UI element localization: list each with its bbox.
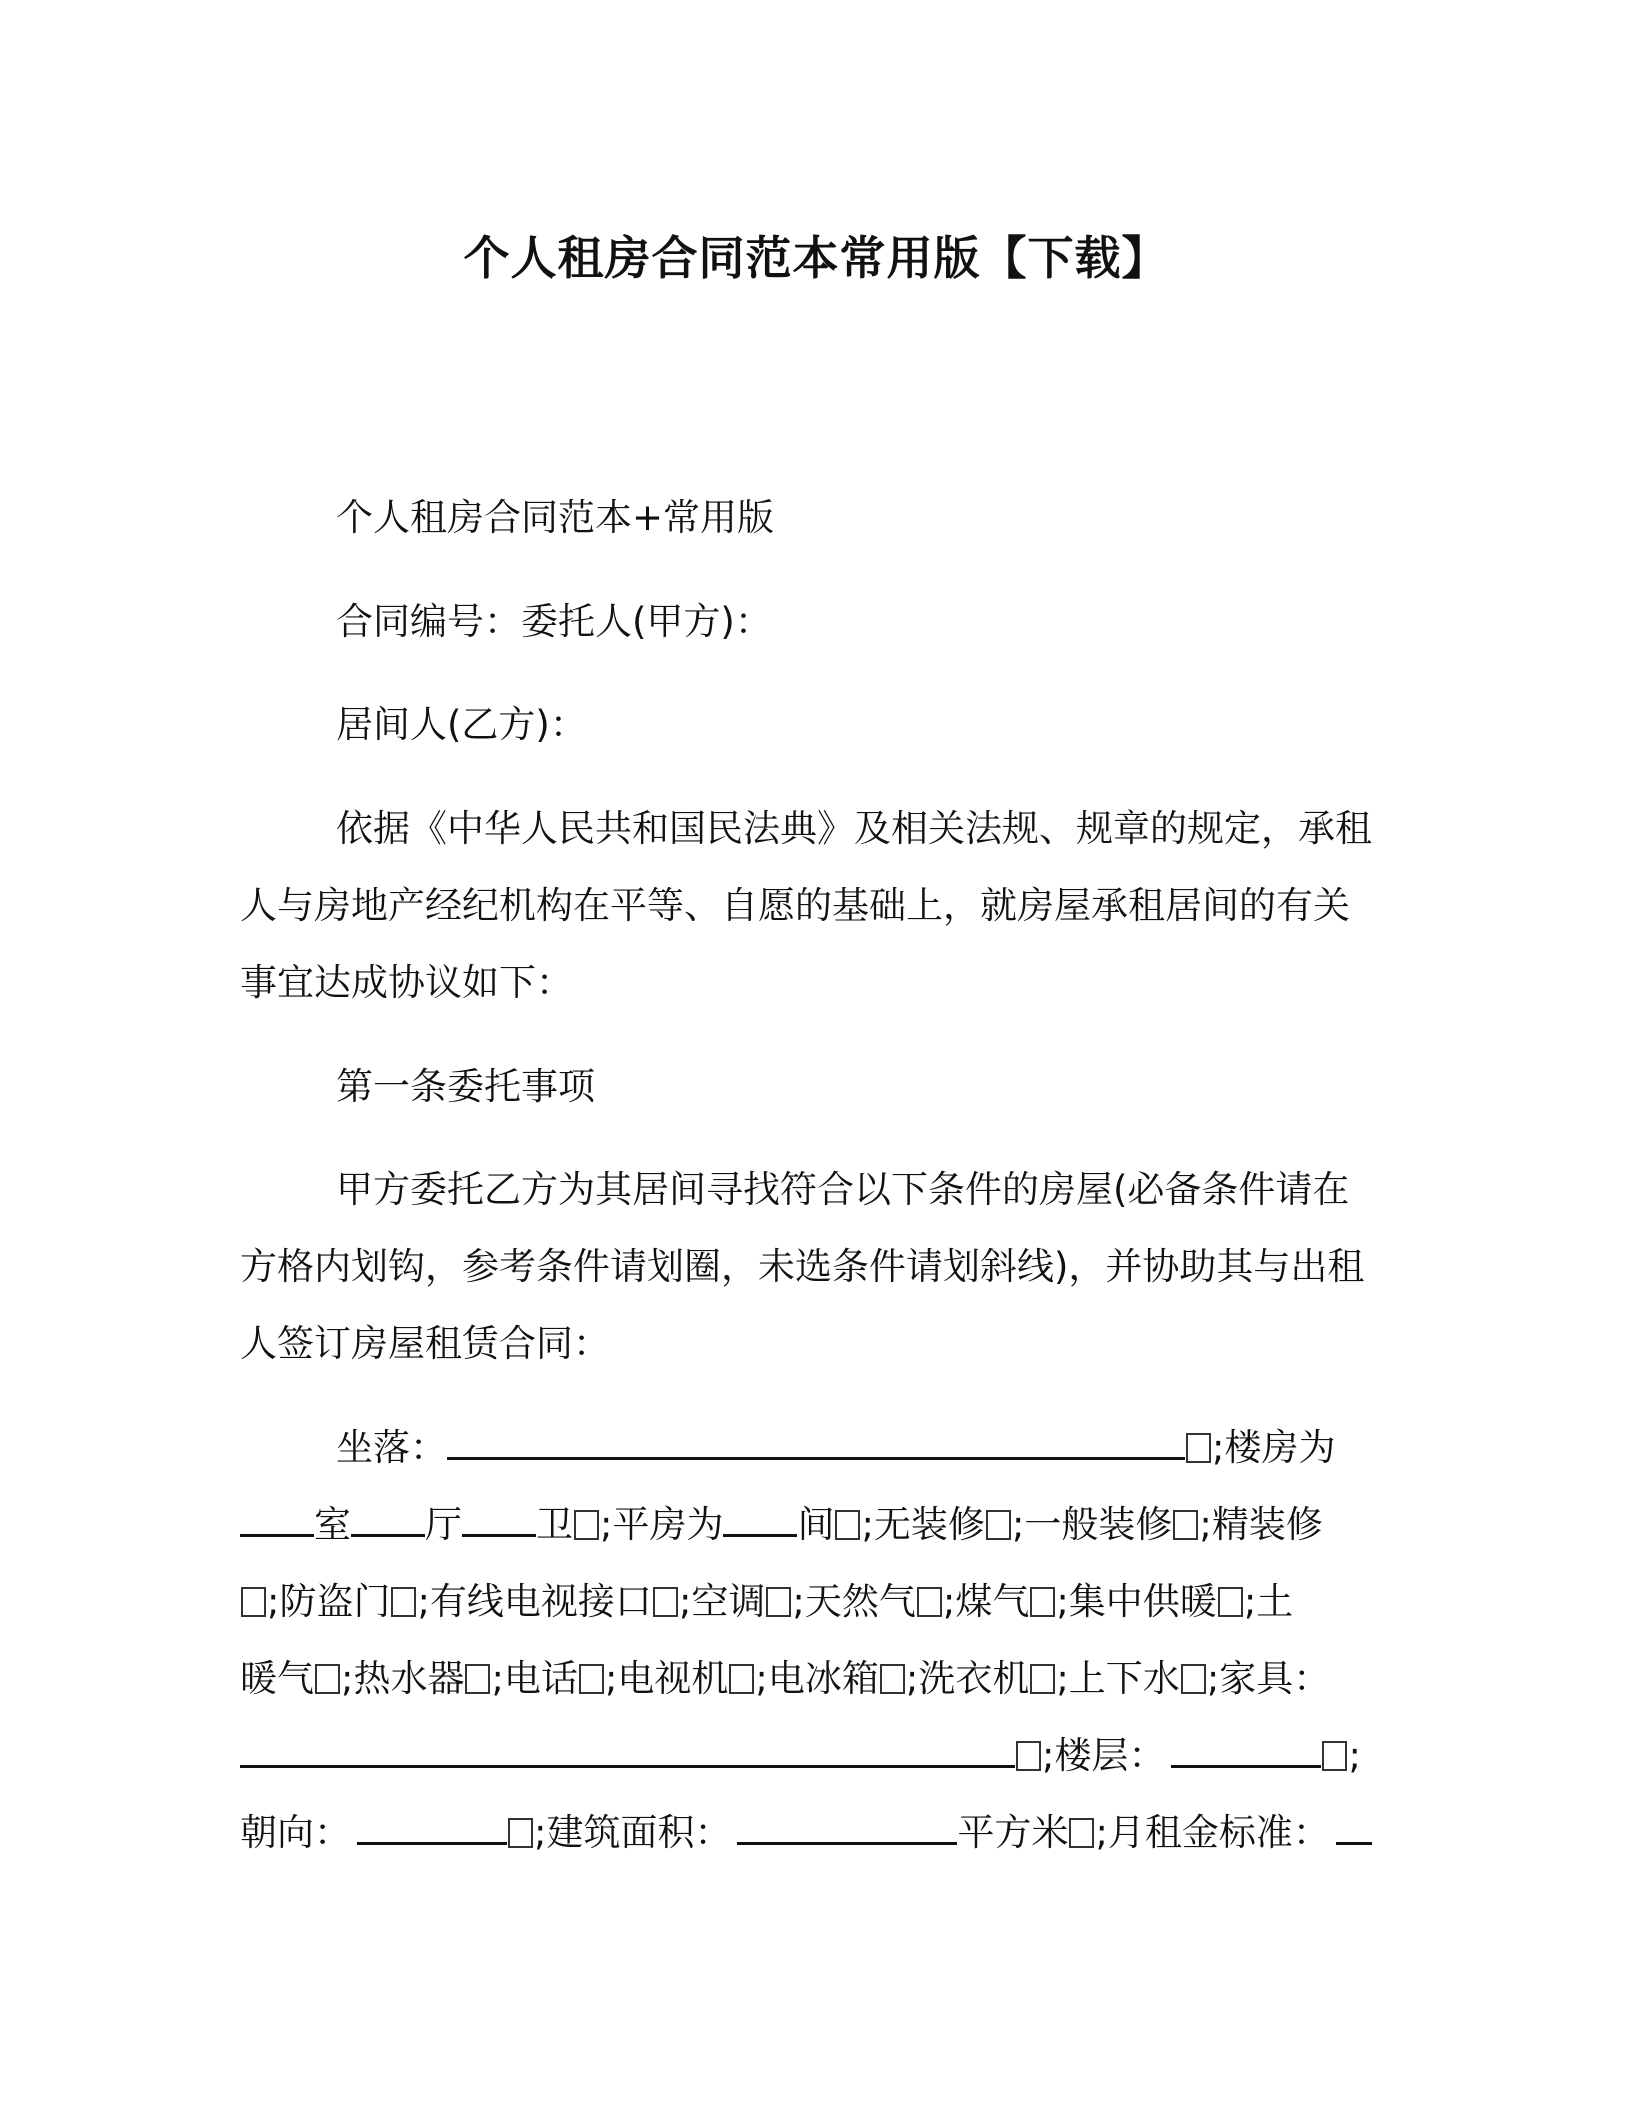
washing-machine-label: ;洗衣机	[905, 1657, 1030, 1700]
floor-separator: ;	[1348, 1734, 1361, 1777]
monthly-rent-label: ;月租金标准：	[1095, 1811, 1330, 1854]
telephone-checkbox[interactable]	[579, 1664, 604, 1694]
form-line-furniture-floor	[240, 1731, 1361, 1781]
cable-tv-label: ;有线电视接口	[417, 1580, 652, 1623]
form-line-layout	[240, 1500, 1323, 1550]
security-door-checkbox[interactable]	[391, 1587, 416, 1617]
location-label: 坐落：	[336, 1426, 447, 1469]
subtitle: 个人租房合同范本+常用版	[336, 496, 775, 539]
article-1-line-1: 甲方委托乙方为其居间寻找符合以下条件的房屋(必备条件请在	[336, 1168, 1350, 1211]
air-conditioner-label: ;空调	[678, 1580, 766, 1623]
party-b-line: 居间人(乙方)：	[336, 703, 587, 746]
orientation-blank[interactable]	[357, 1808, 507, 1845]
furniture-checkbox[interactable]	[1016, 1741, 1041, 1771]
preamble-line-3: 事宜达成协议如下：	[240, 961, 573, 1004]
article-1-line-3: 人签订房屋租赁合同：	[240, 1322, 610, 1365]
article-1-heading: 第一条委托事项	[336, 1065, 595, 1108]
no-decoration-checkbox[interactable]	[986, 1510, 1011, 1540]
bungalow-checkbox[interactable]	[835, 1510, 860, 1540]
form-line-location	[336, 1423, 1335, 1473]
security-door-label: ;防盗门	[267, 1580, 391, 1623]
bungalow-rooms-blank[interactable]	[723, 1500, 797, 1537]
floor-checkbox[interactable]	[1322, 1741, 1347, 1771]
water-heater-checkbox[interactable]	[465, 1664, 490, 1694]
baths-blank[interactable]	[462, 1500, 536, 1537]
hall-unit: 厅	[425, 1503, 462, 1546]
bungalow-unit: 间	[797, 1503, 835, 1546]
water-heater-label: ;热水器	[341, 1657, 465, 1700]
floor-label: ;楼层：	[1042, 1734, 1166, 1777]
bath-unit: 卫	[536, 1503, 573, 1546]
local-heating-label-end: 暖气	[240, 1657, 314, 1700]
television-label: ;电视机	[604, 1657, 729, 1700]
central-heating-checkbox[interactable]	[1218, 1587, 1243, 1617]
orientation-checkbox[interactable]	[508, 1818, 533, 1848]
floor-area-checkbox[interactable]	[1069, 1818, 1094, 1848]
form-line-amenities-2	[240, 1654, 1330, 1704]
fine-decoration-checkbox[interactable]	[241, 1587, 266, 1617]
coal-gas-label: ;煤气	[942, 1580, 1030, 1623]
rooms-blank[interactable]	[240, 1500, 314, 1537]
no-decoration-label: ;无装修	[861, 1503, 985, 1546]
location-checkbox[interactable]	[1186, 1433, 1211, 1463]
furniture-label: ;家具：	[1206, 1657, 1331, 1700]
washing-machine-checkbox[interactable]	[1030, 1664, 1055, 1694]
coal-gas-checkbox[interactable]	[1030, 1587, 1055, 1617]
room-unit: 室	[314, 1503, 351, 1546]
contract-number-line: 合同编号：委托人(甲方)：	[336, 600, 772, 643]
furniture-blank[interactable]	[240, 1731, 1015, 1768]
square-meter-unit: 平方米	[957, 1811, 1069, 1854]
plumbing-checkbox[interactable]	[1181, 1664, 1206, 1694]
television-checkbox[interactable]	[729, 1664, 754, 1694]
floor-blank[interactable]	[1171, 1731, 1321, 1768]
cable-tv-checkbox[interactable]	[653, 1587, 678, 1617]
telephone-label: ;电话	[491, 1657, 578, 1700]
refrigerator-checkbox[interactable]	[880, 1664, 905, 1694]
document-title: 个人租房合同范本常用版【下载】	[463, 231, 1169, 285]
orientation-label: 朝向：	[240, 1811, 351, 1854]
preamble-line-2: 人与房地产经纪机构在平等、自愿的基础上，就房屋承租居间的有关	[240, 884, 1350, 927]
fine-decoration-label: ;精装修	[1199, 1503, 1323, 1546]
basic-decoration-label: ;一般装修	[1011, 1503, 1173, 1546]
form-line-amenities-1	[240, 1577, 1293, 1627]
natural-gas-checkbox[interactable]	[917, 1587, 942, 1617]
location-blank[interactable]	[447, 1423, 1185, 1460]
halls-blank[interactable]	[351, 1500, 425, 1537]
local-heating-label-start: ;土	[1243, 1580, 1294, 1623]
local-heating-checkbox[interactable]	[315, 1664, 340, 1694]
central-heating-label: ;集中供暖	[1056, 1580, 1217, 1623]
plumbing-label: ;上下水	[1056, 1657, 1180, 1700]
preamble-line-1: 依据《中华人民共和国民法典》及相关法规、规章的规定，承租	[336, 807, 1372, 850]
monthly-rent-blank[interactable]	[1336, 1808, 1372, 1845]
floor-area-blank[interactable]	[737, 1808, 957, 1845]
air-conditioner-checkbox[interactable]	[766, 1587, 791, 1617]
refrigerator-label: ;电冰箱	[755, 1657, 879, 1700]
building-type-label: ;楼房为	[1212, 1426, 1336, 1469]
natural-gas-label: ;天然气	[792, 1580, 916, 1623]
basic-decoration-checkbox[interactable]	[1173, 1510, 1198, 1540]
bungalow-label: ;平房为	[600, 1503, 724, 1546]
article-1-line-2: 方格内划钩，参考条件请划圈，未选条件请划斜线)，并协助其与出租	[240, 1245, 1365, 1288]
layout-checkbox[interactable]	[574, 1510, 599, 1540]
form-line-orientation-area-rent	[240, 1808, 1372, 1858]
floor-area-label: ;建筑面积：	[534, 1811, 732, 1854]
